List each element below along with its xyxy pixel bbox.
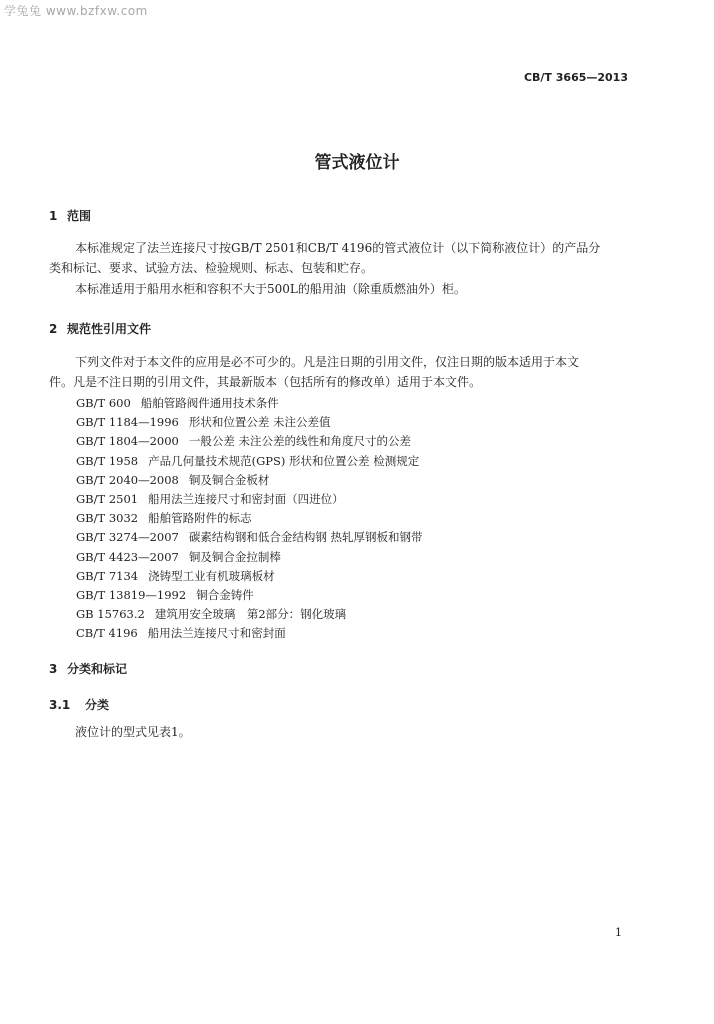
paragraph-line: 类和标记、要求、试验方法、检验规则、标志、包装和贮存。 (49, 261, 374, 275)
section-title: 范围 (67, 209, 92, 223)
reference-code: GB/T 2501 (76, 491, 139, 506)
reference-item (76, 490, 423, 509)
section-1-heading (49, 207, 91, 224)
reference-title: 铜及铜合金拉制棒 (188, 549, 281, 564)
reference-title: 形状和位置公差 未注公差值 (188, 415, 331, 430)
section-2-heading (49, 320, 151, 337)
page-number: 1 (615, 926, 622, 939)
standard-number: CB/T 3665—2013 (523, 71, 628, 84)
reference-title: 产品几何量技术规范(GPS) 形状和位置公差 检测规定 (148, 453, 420, 468)
reference-code: GB/T 7134 (76, 568, 139, 583)
reference-title: 船舶管路附件的标志 (148, 511, 252, 526)
reference-code: GB/T 3274—2007 (76, 530, 179, 545)
section-title: 分类和标记 (67, 662, 128, 676)
section-3-1-paragraph (49, 722, 659, 742)
normative-references-list (76, 394, 423, 643)
reference-title: 碳素结构钢和低合金结构钢 热轧厚钢板和钢带 (188, 530, 423, 545)
reference-title: 船用法兰连接尺寸和密封面 (147, 626, 286, 641)
reference-title: 浇铸型工业有机玻璃板材 (148, 568, 275, 583)
reference-item (76, 452, 423, 471)
reference-code: GB/T 600 (76, 396, 131, 410)
reference-title: 一般公差 未注公差的线性和角度尺寸的公差 (188, 434, 412, 449)
paragraph-line: 本标准适用于船用水柜和容积不大于500L的船用油（除重质燃油外）柜。 (75, 282, 466, 296)
reference-code: GB/T 4423—2007 (76, 549, 179, 564)
paragraph-line: 液位计的型式见表1。 (75, 725, 191, 739)
reference-item (76, 567, 423, 586)
reference-item (76, 624, 423, 643)
paragraph-line: 件。凡是不注日期的引用文件，其最新版本（包括所有的修改单）适用于本文件。 (49, 375, 482, 389)
reference-title: 建筑用安全玻璃 第2部分：钢化玻璃 (154, 607, 347, 622)
reference-title: 船舶管路阀件通用技术条件 (140, 396, 279, 410)
section-3-heading (49, 660, 127, 677)
reference-item (76, 509, 423, 528)
watermark: 学兔兔 www.bzfxw.com (4, 4, 148, 18)
section-number: 1 (49, 209, 58, 223)
reference-title: 铜合金铸件 (196, 587, 254, 602)
reference-title: 船用法兰连接尺寸和密封面（四进位） (148, 491, 344, 506)
section-number: 2 (49, 322, 58, 336)
reference-item (76, 528, 423, 547)
document-title: 管式液位计 (314, 153, 400, 173)
reference-code: GB/T 2040—2008 (76, 472, 179, 487)
reference-item (76, 586, 423, 605)
reference-title: 铜及铜合金板材 (188, 472, 270, 487)
reference-code: GB/T 1184—1996 (76, 415, 179, 430)
paragraph-line: 下列文件对于本文件的应用是必不可少的。凡是注日期的引用文件，仅注日期的版本适用于本文 (75, 355, 580, 369)
subsection-title: 分类 (85, 698, 110, 712)
section-1-paragraph-1 (49, 238, 659, 278)
paragraph-line: 本标准规定了法兰连接尺寸按GB/T 2501和CB/T 4196的管式液位计（以下简称液位计）的产品分 (75, 241, 601, 255)
reference-item (76, 471, 423, 490)
reference-code: GB/T 1958 (76, 453, 139, 468)
reference-item (76, 548, 423, 567)
section-2-intro (49, 352, 659, 392)
reference-code: GB 15763.2 (76, 607, 145, 622)
reference-item (76, 605, 423, 624)
reference-item (76, 413, 423, 432)
section-1-paragraph-2 (49, 279, 659, 299)
reference-item (76, 432, 423, 451)
section-number: 3 (49, 662, 58, 676)
reference-item (76, 394, 423, 413)
section-title: 规范性引用文件 (67, 322, 152, 336)
reference-code: GB/T 13819—1992 (76, 587, 187, 602)
section-3-1-heading (49, 696, 109, 713)
reference-code: GB/T 3032 (76, 511, 139, 526)
reference-code: GB/T 1804—2000 (76, 434, 179, 449)
subsection-number: 3.1 (49, 698, 71, 712)
reference-code: CB/T 4196 (76, 626, 138, 641)
